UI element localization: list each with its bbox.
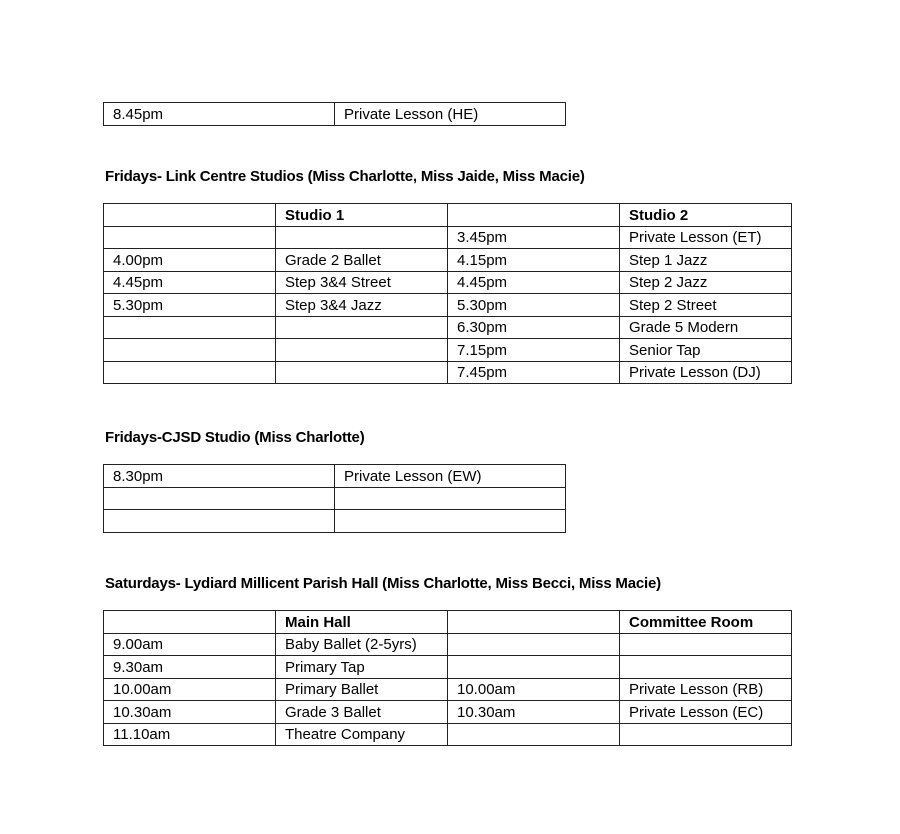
class-cell: Private Lesson (ET) bbox=[620, 226, 792, 249]
table-row bbox=[104, 465, 566, 488]
table-row bbox=[104, 723, 792, 746]
time-cell: 5.30pm bbox=[448, 294, 620, 317]
time-cell: 7.15pm bbox=[448, 339, 620, 362]
class-cell: Grade 2 Ballet bbox=[276, 249, 448, 272]
time-cell bbox=[104, 487, 335, 510]
time-cell bbox=[104, 361, 276, 384]
class-cell: Primary Tap bbox=[276, 656, 448, 679]
link-centre-table bbox=[103, 203, 792, 384]
header-cell-committee-room: Committee Room bbox=[620, 611, 792, 634]
table-row bbox=[104, 271, 792, 294]
cjsd-table bbox=[103, 464, 566, 533]
class-cell bbox=[620, 723, 792, 746]
class-cell: Private Lesson (HE) bbox=[335, 103, 566, 126]
table-row bbox=[104, 249, 792, 272]
class-cell: Private Lesson (RB) bbox=[620, 678, 792, 701]
class-cell bbox=[276, 226, 448, 249]
time-cell bbox=[104, 316, 276, 339]
time-cell: 9.00am bbox=[104, 633, 276, 656]
table-header-row bbox=[104, 611, 792, 634]
class-cell: Step 3&4 Jazz bbox=[276, 294, 448, 317]
class-cell bbox=[335, 487, 566, 510]
header-cell-main-hall: Main Hall bbox=[276, 611, 448, 634]
time-cell: 10.30am bbox=[448, 701, 620, 724]
time-cell bbox=[104, 510, 335, 533]
time-cell bbox=[104, 339, 276, 362]
time-cell: 8.30pm bbox=[104, 465, 335, 488]
top-schedule-table bbox=[103, 102, 566, 126]
table-row bbox=[104, 339, 792, 362]
time-cell: 4.15pm bbox=[448, 249, 620, 272]
time-cell: 4.00pm bbox=[104, 249, 276, 272]
section-heading-lydiard: Saturdays- Lydiard Millicent Parish Hall (Miss Charlotte, Miss Becci, Miss Macie) bbox=[105, 575, 661, 592]
section-heading-link-centre: Fridays- Link Centre Studios (Miss Charlotte, Miss Jaide, Miss Macie) bbox=[105, 168, 585, 185]
table-row bbox=[104, 656, 792, 679]
table-row bbox=[104, 361, 792, 384]
time-cell bbox=[448, 633, 620, 656]
class-cell: Theatre Company bbox=[276, 723, 448, 746]
table-row bbox=[104, 316, 792, 339]
table-row bbox=[104, 294, 792, 317]
time-cell bbox=[104, 226, 276, 249]
class-cell bbox=[335, 510, 566, 533]
class-cell bbox=[276, 361, 448, 384]
header-cell-studio-2: Studio 2 bbox=[620, 204, 792, 227]
time-cell: 8.45pm bbox=[104, 103, 335, 126]
class-cell: Senior Tap bbox=[620, 339, 792, 362]
class-cell bbox=[276, 316, 448, 339]
class-cell: Baby Ballet (2-5yrs) bbox=[276, 633, 448, 656]
table-row bbox=[104, 487, 566, 510]
header-cell bbox=[448, 611, 620, 634]
time-cell: 10.30am bbox=[104, 701, 276, 724]
class-cell: Primary Ballet bbox=[276, 678, 448, 701]
time-cell: 4.45pm bbox=[448, 271, 620, 294]
lydiard-table bbox=[103, 610, 792, 746]
header-cell bbox=[104, 611, 276, 634]
time-cell: 6.30pm bbox=[448, 316, 620, 339]
time-cell: 5.30pm bbox=[104, 294, 276, 317]
section-heading-cjsd: Fridays-CJSD Studio (Miss Charlotte) bbox=[105, 429, 365, 446]
table-row bbox=[104, 103, 566, 126]
class-cell bbox=[620, 656, 792, 679]
class-cell: Step 2 Jazz bbox=[620, 271, 792, 294]
table-row bbox=[104, 633, 792, 656]
table-row bbox=[104, 678, 792, 701]
table-row bbox=[104, 701, 792, 724]
time-cell: 9.30am bbox=[104, 656, 276, 679]
table-header-row bbox=[104, 204, 792, 227]
header-cell-studio-1: Studio 1 bbox=[276, 204, 448, 227]
class-cell: Step 3&4 Street bbox=[276, 271, 448, 294]
class-cell: Private Lesson (DJ) bbox=[620, 361, 792, 384]
class-cell: Grade 3 Ballet bbox=[276, 701, 448, 724]
time-cell: 10.00am bbox=[448, 678, 620, 701]
class-cell: Step 1 Jazz bbox=[620, 249, 792, 272]
table-row bbox=[104, 226, 792, 249]
time-cell bbox=[448, 723, 620, 746]
time-cell: 3.45pm bbox=[448, 226, 620, 249]
class-cell: Private Lesson (EC) bbox=[620, 701, 792, 724]
class-cell bbox=[276, 339, 448, 362]
time-cell: 11.10am bbox=[104, 723, 276, 746]
table-row bbox=[104, 510, 566, 533]
time-cell bbox=[448, 656, 620, 679]
header-cell bbox=[448, 204, 620, 227]
time-cell: 7.45pm bbox=[448, 361, 620, 384]
header-cell bbox=[104, 204, 276, 227]
time-cell: 4.45pm bbox=[104, 271, 276, 294]
time-cell: 10.00am bbox=[104, 678, 276, 701]
class-cell bbox=[620, 633, 792, 656]
class-cell: Step 2 Street bbox=[620, 294, 792, 317]
class-cell: Private Lesson (EW) bbox=[335, 465, 566, 488]
class-cell: Grade 5 Modern bbox=[620, 316, 792, 339]
